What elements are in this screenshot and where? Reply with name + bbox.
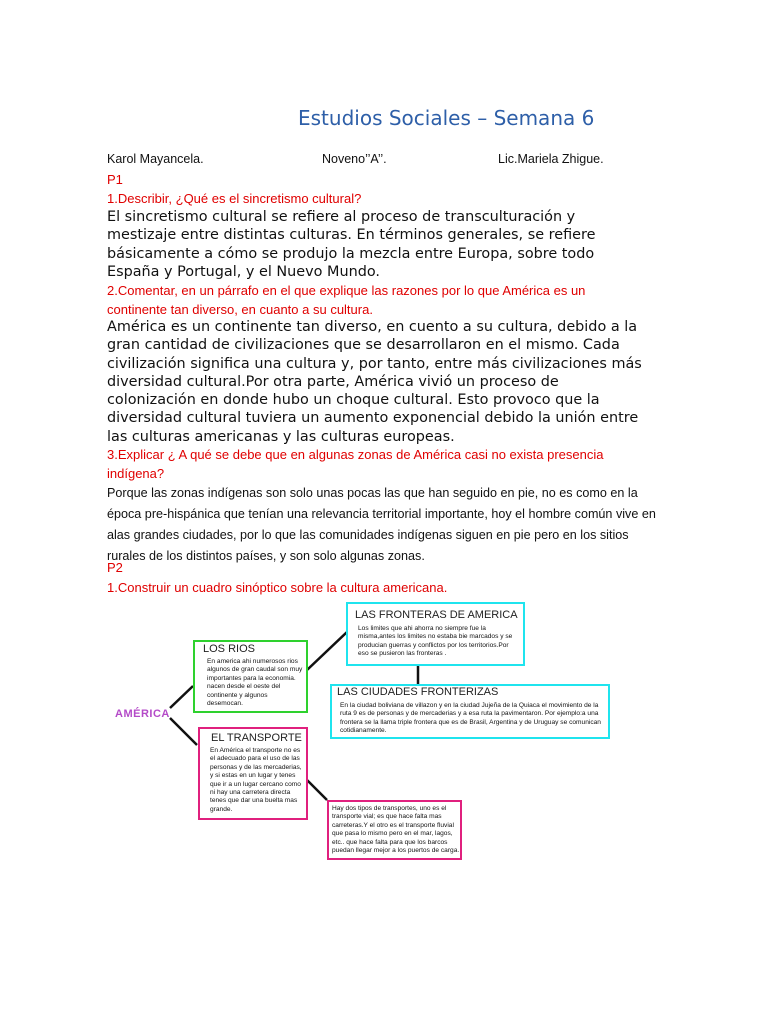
box-transporte <box>198 727 308 820</box>
root-node-america: AMÉRICA <box>115 708 170 720</box>
box-text: Hay dos tipos de transportes, uno es el transporte vial; es que hace falta mas carreteras.Y el otro es el transporte fluvial que pasa lo mismo pero en el mar, lagos, etc.. que hace falta para que los barcos puedan llegar mejor a los puertos de carga. <box>332 805 460 855</box>
box-los-rios <box>193 640 308 713</box>
answer-2: América es un continente tan diverso, en cuento a su cultura, debido a la gran cantidad de civilizaciones que se desarrollaron en el mismo. Cada civilización significa una cultura y, por tanto, entre más civilizaciones más diversidad cultural.Por otra parte, América vivió un proceso de colonización en donde hubo un choque cultural. Esto provoco que la diversidad cultural tuviera un aumento exponencial debido la unión entre las culturas americanas y las culturas europeas. <box>107 319 642 445</box>
box-ciudades-fronterizas <box>330 684 610 739</box>
section-p1-label: P1 <box>107 172 123 187</box>
box-text: En América el transporte no es el adecuado para el uso de las personas y de las mercaderias, y si estas en un lugar y tenes que ir a un lugar cercano como ni hay una carretera directa tenes que dar una buelta mas grande. <box>210 747 302 813</box>
grade-label: Noveno’’A’’. <box>322 152 387 166</box>
question-3: 3.Explicar ¿ A qué se debe que en algunas zonas de América casi no exista presencia indígena? <box>107 447 604 481</box>
question-2: 2.Comentar, en un párrafo en el que explique las razones por lo que América es un continente tan diverso, en cuanto a su cultura. <box>107 283 586 317</box>
box-text: En america ahi numerosos rios algunos de gran caudal son muy importantes para la economia. nacen desde el oeste del continente y algunos desemocan. <box>207 658 303 708</box>
page-title: Estudios Sociales – Semana 6 <box>298 106 595 130</box>
box-text: Los limites que ahi ahorra no siempre fue la misma,antes los limites no estaba bie marcados y se producian guerras y conflictos por los territorios.Por eso se pusieron las fronteras . <box>358 625 513 658</box>
answer-1: El sincretismo cultural se refiere al proceso de transculturación y mestizaje entre distintas culturas. En términos generales, se refiere básicamente a cómo se produjo la mezcla entre Europa, sobre todo España y Portugal, y el Nuevo Mundo. <box>107 209 596 280</box>
box-heading: LAS CIUDADES FRONTERIZAS <box>337 686 499 698</box>
connector-america-rios <box>170 686 193 708</box>
box-fronteras <box>346 602 525 666</box>
box-heading: LOS RIOS <box>203 643 255 655</box>
student-name: Karol Mayancela. <box>107 152 204 166</box>
connector-transporte-tipos <box>307 780 327 800</box>
answer-3: Porque las zonas indígenas son solo unas pocas las que han seguido en pie, no es como en la época pre-hispánica que tenían una relevancia territorial importante, hoy el hombre común vive en alas grandes ciudades, por lo que las comunidades indígenas siguen en pie pero en los sitios rurales de los distintos países, y son solo algunas zonas. <box>107 486 656 563</box>
connector-rios-fronteras <box>307 632 347 670</box>
section-p2-label: P2 <box>107 560 123 575</box>
box-heading: LAS FRONTERAS DE AMERICA <box>355 609 518 621</box>
box-text: En la ciudad boliviana de villazon y en la ciudad Jujeña de la Quiaca el movimiento de la ruta 9 es de personas y de mercaderias y a esa ruta la pavimentaron. Por ejemplo:a una frontera se la llama triple frontera que es de Brasil, Argentina y de Uruguay se comunican cotidianamente. <box>340 702 601 735</box>
question-4: 1.Construir un cuadro sinóptico sobre la cultura americana. <box>107 580 448 595</box>
connector-america-transporte <box>170 718 197 745</box>
teacher-name: Lic.Mariela Zhigue. <box>498 152 604 166</box>
box-heading: EL TRANSPORTE <box>211 732 302 744</box>
box-tipos-transporte <box>327 800 462 860</box>
question-1: 1.Describir, ¿Qué es el sincretismo cultural? <box>107 191 362 206</box>
